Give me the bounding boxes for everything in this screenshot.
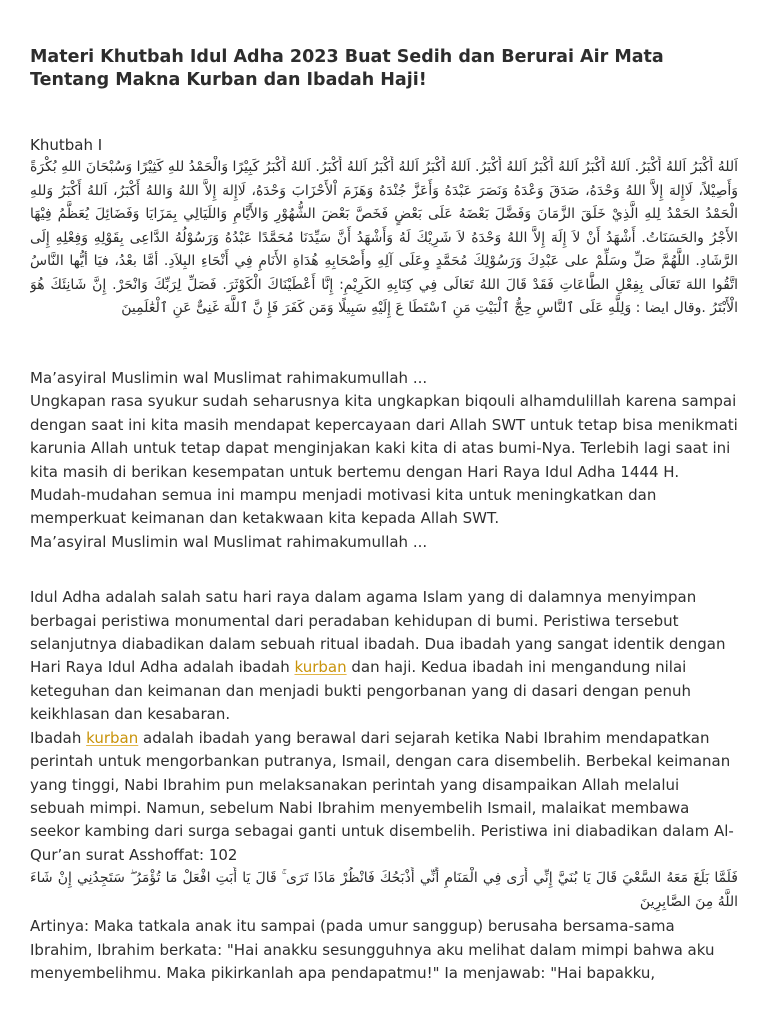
- article-title: Materi Khutbah Idul Adha 2023 Buat Sedih dan Berurai Air Mata Tentang Makna Kurban dan Ibadah Haji!: [30, 47, 664, 90]
- paragraph-gratitude: Ungkapan rasa syukur sudah seharusnya kita ungkapkan biqouli alhamdulillah karena sampai dengan saat ini kita masih mendapat kepercayaan dari Allah SWT untuk tetap bisa menikmati karunia Allah untuk tetap dapat menginjakan kaki kita di atas bumi-Nya. Terlebih lagi saat ini kita masih di berikan kesempatan untuk bertemu dengan Hari Raya Idul Adha 1444 H. Mudah-mudahan semua ini mampu menjadi motivasi kita untuk meningkatkan dan memperkuat keimanan dan ketakwaan kita kepada Allah SWT.: [30, 392, 738, 528]
- opening-arabic-wrapper: [30, 156, 738, 344]
- kurban-link[interactable]: kurban: [294, 658, 347, 677]
- verse-arabic-wrapper: [30, 867, 738, 915]
- paragraph-ibadah-kurban-text-1: Ibadah: [30, 728, 87, 747]
- paragraph-idul-adha-text-1: Idul Adha adalah salah satu hari raya dalam agama Islam yang di dalamnya menyimpan berbagai peristiwa monumental dari peradaban kehidupan di bumi. Peristiwa tersebut selanjutnya diabadikan dalam sebuah ritual ibadah. Dua ibadah yang sangat identik dengan Hari Raya Idul Adha adalah ibadah: [30, 588, 726, 677]
- salutation-1: Ma’asyiral Muslimin wal Muslimat rahimakumullah ...: [30, 369, 428, 387]
- paragraph-ibadah-kurban: [30, 727, 738, 867]
- salutation-2: Ma’asyiral Muslimin wal Muslimat rahimakumullah ...: [30, 532, 428, 551]
- spacer: [30, 554, 738, 586]
- paragraph-ibadah-kurban-text-2: adalah ibadah yang berawal dari sejarah ketika Nabi Ibrahim mendapatkan perintah untuk mengorbankan putranya, Ismail, dengan cara disembelih. Berbekal keimanan yang tinggi, Nabi Ibrahim pun melaksanakan perintah yang disampaikan Allah melalui sebuah mimpi. Namun, sebelum Nabi Ibrahim menyembelih Ismail, malaikat membawa seekor kambing dari surga sebagai ganti untuk disembelih. Peristiwa ini diabadikan dalam Al-Qur’an surat Asshoffat: 102: [30, 728, 734, 864]
- spacer: [30, 344, 738, 367]
- paragraph-idul-adha-text-2: dan haji. Kedua ibadah ini mengandung nilai keteguhan dan keimanan dan menjadi bukti pengorbanan yang di dasari dengan penuh keikhlasan dan kesabaran.: [30, 658, 691, 724]
- verse-arabic-text: فَلَمَّا بَلَغَ مَعَهُ السَّعْيَ قَالَ يَا بُنَيَّ إِنِّي أَرَى فِي الْمَنَامِ أَنِّي أَذْبَحُكَ فَانْظُرْ مَاذَا تَرَى ۚ قَالَ يَا أَبَتِ افْعَلْ مَا تُؤْمَرُ ۖ سَتَجِدُنِي إِنْ شَاءَ اللَّهُ مِنَ الصَّابِرِينَ: [30, 870, 738, 910]
- verse-translation: Artinya: Maka tatkala anak itu sampai (pada umur sanggup) berusaha bersama-sama Ibrahim, Ibrahim berkata: "Hai anakku sesungguhnya aku melihat dalam mimpi bahwa aku menyembelihmu. Maka pikirkanlah apa pendapatmu!" Ia menjawab: "Hai bapakku,: [30, 917, 715, 982]
- khutbah-section-label: Khutbah I: [30, 136, 103, 154]
- kurban-link[interactable]: kurban: [86, 728, 139, 747]
- paragraph-idul-adha: [30, 586, 738, 726]
- opening-arabic-text: اَللهُ أَكْبَرُ اَللهُ أَكْبَرُ. اَللهُ أَكْبَرُ اَللهُ أَكْبَرُ اَللهُ أَكْبَرُ. اَللهُ أَكْبَرُ اَللهُ أَكْبَرُ اَللهُ أَكْبَرُ. اَللهُ أَكْبَرُ كَبِيْرًا وَالْحَمْدُ للهِ كَثِيْرًا وَسُبْحَانَ اللهِ بُكْرَةً وَأَصِيْلاً، لَاإِلهَ إِلاَّ اللهُ وَحْدَهُ، صَدَقَ وَعْدَهُ وَنَصَرَ عَبْدَهُ وَأَعَزَّ جُنْدَهُ وَهَزَمَ اْلأَحْزَابَ وَحْدَهُ، لَاإِلهَ إِلاَّ اللهُ وَاللهُ أَكْبَرُ، اَللهُ أَكْبَرُ وَللهِ الْحَمْدُ الحَمْدُ لِلهِ الَّذِيْ خَلَقَ الزَّمَانَ وَفَضَّلَ بَعْضَهُ عَلَى بَعْضٍ فَخَصَّ بَعْضَ الشُّهُوْرِ وَالأَيَّامِ وَاللَيَالِي بِمَزَايَا وَفَضَائِلَ يُعَظَّمُ فِيْهَا الأَجْرُ والحَسَنَاتُ. أَشْهَدُ أَنْ لاَ إِلَهَ إِلاَّ اللهُ وَحْدَهُ لاَ شَرِيْكَ لَهُ وَأَشْهَدُ أَنَّ سَيِّدَنَا مُحَمَّدًا عَبْدُهُ وَرَسُوْلُهُ الدَّاعِى بِقَوْلِهِ وَفِعْلِهِ إِلَى الرَّشَادِ. اللَّهُمَّ صَلِّ وسَلِّمْ على عَبْدِكَ وَرَسُوْلِكَ مُحَمَّدٍ وِعَلَى آلِهِ وأَصْحَابِهِ هُدَاةِ الأَنَامِ فِي أَنْحَاءِ البِلاَدِ. أمَّا بعْدُ، فيَا أيُّها النَّاسُ اتَّقُوا اللهَ تَعَالَى بِفِعْلِ الطَّاعَاتِ فَقَدْ قَالَ اللهُ تَعَالَى فِي كِتَابِهِ الكَرِيْمِ: إِنَّا أَعْطَيْنَاكَ الْكَوْثَرَ. فَصَلِّ لِرَبِّكَ وَانْحَرْ. إِنَّ شَانِئَكَ هُوَ الْأَبْتَرُ .وقال ايضا : وَلِلَّهِ عَلَى ٱلنَّاسِ حِجُّ ٱلْبَيْتِ مَنِ ٱسْتَطَا عَ إِلَيْهِ سَبِيلًا وَمَن كَفَرَ فَإِ نَّ ٱللَّهَ غَنِىٌّ عَنِ ٱلْعَٰلَمِينَ: [30, 159, 738, 316]
